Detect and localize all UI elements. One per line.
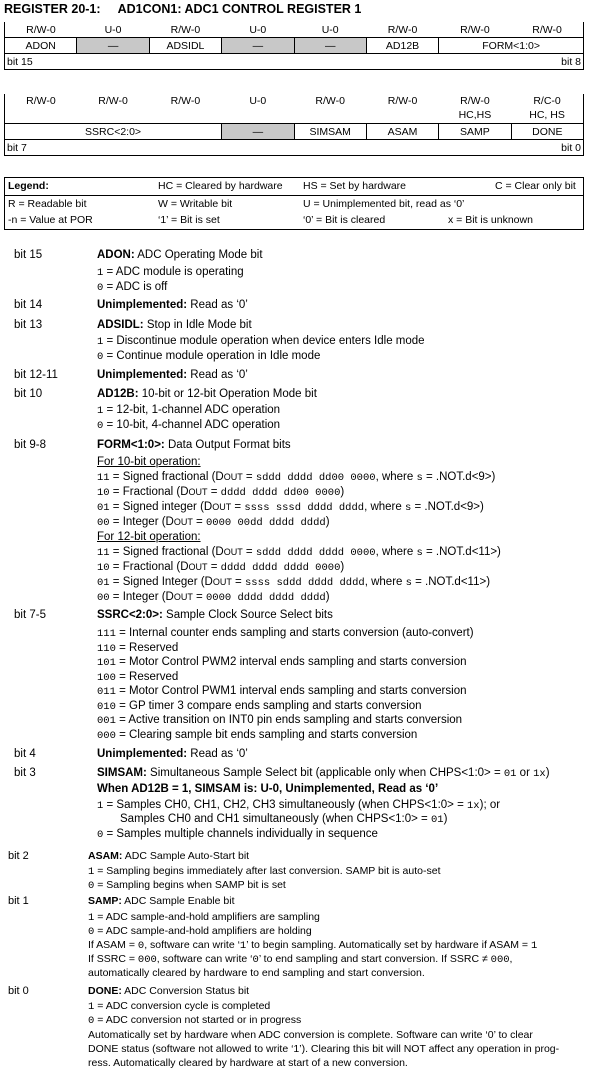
- code: s: [405, 577, 412, 589]
- text: Samples CH0 and CH1 simultaneously (when CHPS<1:0> =: [120, 813, 431, 825]
- bit-value: 0: [97, 282, 104, 294]
- bit-value-text: = 12-bit, 1-channel ADC operation: [103, 404, 281, 416]
- legend-zero: ‘0’ = Bit is cleared: [303, 214, 386, 226]
- code: 000: [97, 729, 116, 742]
- text: = Signed integer (D: [109, 501, 213, 513]
- text: , where: [375, 546, 417, 558]
- bit-name-cell: DONE: [511, 124, 583, 140]
- code: 010: [97, 700, 116, 713]
- bit-label: bit 2: [8, 850, 29, 862]
- bit-label: bit 7-5: [14, 609, 46, 621]
- bit-value-text: = ADC conversion not started or in progress: [94, 1014, 302, 1026]
- bit-field-desc: ADC Conversion Status bit: [121, 985, 250, 997]
- code: 111: [97, 628, 116, 640]
- legend-one: ‘1’ = Bit is set: [158, 214, 220, 226]
- subheading-10bit: For 10-bit operation:: [97, 456, 201, 468]
- text: = Fractional (D: [109, 486, 189, 498]
- legend-c: C = Clear only bit: [495, 180, 576, 192]
- bit-field-desc: Sample Clock Source Select bits: [162, 609, 333, 621]
- register-number: REGISTER 20-1:: [4, 2, 101, 16]
- text: If ASAM =: [88, 939, 138, 951]
- text: ): [545, 767, 550, 779]
- bit-value: 0: [97, 420, 104, 432]
- list-item: [97, 516, 330, 529]
- code: dddd dddd dd00 0000: [220, 487, 341, 499]
- text: = Clearing sample bit ends sampling and starts conversion: [115, 728, 418, 741]
- bit-field-name: DONE:: [88, 985, 122, 997]
- bit-field-name: ADON:: [97, 249, 135, 261]
- code: 10: [97, 562, 110, 574]
- bit-value: 1: [88, 1001, 95, 1013]
- bit-name-cell: SIMSAM: [294, 124, 366, 140]
- code: 0000 00dd dddd dddd: [205, 517, 326, 529]
- bit-name-cell: —: [222, 124, 294, 140]
- bit-value-text: = ADC module is operating: [103, 266, 244, 278]
- register-title: [4, 2, 375, 16]
- text: = .NOT.d<11>): [411, 576, 491, 588]
- access-cell: U-0: [77, 22, 149, 38]
- list-item: [97, 627, 474, 640]
- legend-u: U = Unimplemented bit, read as ‘0’: [303, 197, 465, 210]
- text: ,: [509, 953, 513, 965]
- list-item: [97, 591, 330, 604]
- bit-label: bit 14: [14, 299, 43, 311]
- bit-value-text: = Sampling begins immediately after last conversion. SAMP bit is auto-set: [94, 865, 441, 877]
- legend-box: [4, 177, 584, 230]
- access-cell: R/W-0: [511, 22, 583, 38]
- bit-value-text: = ADC sample-and-hold amplifiers are holding: [94, 925, 312, 937]
- code: 1: [530, 940, 538, 952]
- text: If SSRC =: [88, 953, 138, 965]
- bit-name-cell: SSRC<2:0>: [5, 124, 222, 140]
- access-row-upper: [5, 22, 584, 38]
- code: 11: [97, 472, 110, 484]
- code: s: [416, 547, 423, 559]
- subscript: OUT: [223, 472, 243, 482]
- bit-name-cell: —: [77, 38, 149, 54]
- code: 100: [97, 671, 116, 684]
- list-item: [97, 700, 422, 713]
- bit-value: 0: [97, 829, 104, 841]
- bit-label: bit 13: [14, 319, 43, 331]
- access-cell: R/W-0: [5, 94, 77, 124]
- code: sddd dddd dd00 0000: [255, 472, 376, 484]
- bit-field-desc: 10-bit or 12-bit Operation Mode bit: [138, 388, 317, 400]
- legend-w: W = Writable bit: [158, 197, 233, 210]
- text: = GP timer 3 compare ends sampling and starts conversion: [115, 699, 422, 712]
- code: 11: [97, 547, 110, 559]
- bit-field-desc: Read as ‘0’: [187, 369, 248, 381]
- bit-field-name: Unimplemented:: [97, 299, 188, 311]
- code: 0: [252, 954, 259, 966]
- text: DONE status (software not allowed to write ‘1’). Clearing this bit will NOT affect any operation in prog-: [88, 1043, 560, 1055]
- bit-label: bit 0: [8, 985, 29, 997]
- list-item: [97, 729, 417, 742]
- bit-value: 0: [88, 1015, 95, 1027]
- bit-field-name: SSRC<2:0>:: [97, 609, 163, 621]
- bit-label: bit 15: [14, 249, 43, 261]
- register-name: AD1CON1: ADC1 CONTROL REGISTER 1: [117, 2, 362, 16]
- code: 01: [430, 814, 444, 826]
- text: ): [340, 486, 345, 498]
- bit-value: 1: [97, 336, 104, 348]
- text: , where: [364, 501, 405, 513]
- bit-field-name: ASAM:: [88, 850, 123, 862]
- bit-value-text: = Sampling begins when SAMP bit is set: [94, 879, 286, 891]
- list-item: [97, 671, 178, 684]
- text: = Samples CH0, CH1, CH2, CH3 simultaneously (when CHPS<1:0> =: [103, 799, 467, 811]
- bit-value: 1: [88, 866, 95, 878]
- text: = Reserved: [115, 670, 179, 683]
- text: = Active transition on INT0 pin ends sampling and starts conversion: [115, 714, 463, 726]
- text: =: [207, 486, 221, 498]
- text: ress. Automatically cleared by hardware at start of a new conversion.: [88, 1057, 408, 1069]
- text: , software can write ‘: [156, 953, 253, 965]
- access-cell: R/W-0: [294, 94, 366, 124]
- text: ): [325, 591, 330, 603]
- list-item: [97, 714, 462, 727]
- code: s: [416, 472, 423, 484]
- text: = Motor Control PWM2 interval ends sampling and starts conversion: [115, 656, 467, 668]
- text: , where: [364, 576, 406, 588]
- legend-hc: HC = Cleared by hardware: [158, 180, 283, 192]
- bitname-row-lower: [5, 124, 584, 140]
- code: 00: [97, 517, 110, 529]
- text: or: [516, 767, 534, 779]
- list-item: [97, 576, 490, 589]
- code: 101: [97, 657, 116, 669]
- text: ); or: [479, 799, 501, 811]
- code: ssss sddd dddd dddd: [244, 577, 365, 589]
- code: 000: [137, 954, 157, 966]
- bit-field-desc: ADC Sample Auto-Start bit: [122, 850, 250, 862]
- code: 01: [97, 577, 110, 589]
- bit-label: bit 3: [14, 767, 36, 779]
- text: , software can write ‘: [144, 939, 240, 951]
- text: = Fractional (D: [109, 561, 189, 573]
- access-cell: R/W-0: [366, 22, 438, 38]
- bit-value: 1: [88, 912, 95, 924]
- bit-value: 1: [97, 800, 104, 812]
- bit-name-cell: FORM<1:0>: [439, 38, 584, 54]
- bit-field-desc: Read as ‘0’: [187, 299, 248, 311]
- bit-value-text: = 10-bit, 4-channel ADC operation: [103, 419, 281, 431]
- text: = Motor Control PWM1 interval ends sampling and starts conversion: [115, 685, 467, 697]
- bit-name-cell: —: [222, 38, 294, 54]
- register-upper-table: [4, 22, 584, 70]
- code: 1x: [533, 768, 546, 780]
- code: 011: [97, 686, 116, 698]
- access-cell: R/W-0: [149, 94, 221, 124]
- bit-right: bit 8: [561, 55, 581, 68]
- text: = Integer (D: [109, 516, 174, 528]
- bit-label: bit 4: [14, 748, 36, 760]
- code: 001: [97, 715, 116, 727]
- register-lower-table: [4, 94, 584, 156]
- bit-value-text: = Continue module operation in Idle mode: [103, 350, 321, 362]
- bit-range-row-upper: [5, 54, 584, 70]
- text: = Signed fractional (D: [109, 471, 224, 483]
- text: =: [207, 561, 221, 573]
- bit-name-cell: ADON: [5, 38, 77, 54]
- bit-name-cell: ASAM: [366, 124, 438, 140]
- access-cell: R/C-0 HC, HS: [511, 94, 583, 124]
- code: ssss sssd dddd dddd: [244, 502, 365, 514]
- bit-label: bit 1: [8, 895, 29, 907]
- code: dddd dddd dddd 0000: [220, 562, 341, 574]
- bit-value-text: = Samples multiple channels individually in sequence: [103, 828, 378, 840]
- bit-name-cell: ADSIDL: [149, 38, 221, 54]
- bit-value: 0: [88, 926, 95, 938]
- text: , where: [375, 471, 417, 483]
- text: = .NOT.d<11>): [422, 546, 501, 558]
- bit-field-desc: Stop in Idle Mode bit: [143, 319, 252, 331]
- bit-value: 1: [97, 405, 104, 417]
- bit-field-desc: ADC Sample Enable bit: [121, 895, 235, 907]
- list-item: [97, 642, 178, 655]
- code: 1x: [467, 800, 480, 812]
- list-item: [97, 656, 467, 669]
- code: 01: [503, 768, 517, 780]
- text: = Signed Integer (D: [109, 576, 213, 588]
- legend-hs: HS = Set by hardware: [303, 180, 407, 192]
- code: 000: [490, 954, 510, 966]
- bit-field-desc: Read as ‘0’: [187, 748, 248, 760]
- subscript: OUT: [188, 562, 208, 572]
- bit-value-text: = ADC is off: [103, 281, 168, 293]
- bit-name-cell: —: [294, 38, 366, 54]
- text: = Internal counter ends sampling and starts conversion (auto-convert): [115, 627, 474, 639]
- legend-x: x = Bit is unknown: [448, 214, 533, 226]
- subscript: OUT: [212, 577, 232, 587]
- access-cell: U-0: [222, 94, 294, 124]
- legend-title: Legend:: [8, 180, 49, 192]
- bit-field-name: ADSIDL:: [97, 319, 144, 331]
- code: s: [404, 502, 412, 514]
- code: 0: [137, 940, 145, 952]
- bit-field-name: Unimplemented:: [97, 369, 188, 381]
- list-item: [97, 486, 344, 499]
- code: 10: [97, 487, 110, 499]
- text: = .NOT.d<9>): [422, 471, 496, 483]
- subscript: OUT: [212, 502, 232, 512]
- subscript: OUT: [173, 517, 193, 527]
- code: 00: [97, 592, 110, 604]
- text: = Integer (D: [109, 591, 174, 603]
- bit-label: bit 9-8: [14, 439, 46, 451]
- access-cell: R/W-0: [77, 94, 149, 124]
- bit-value: 0: [88, 880, 95, 892]
- bit-label: bit 12-11: [14, 369, 58, 381]
- bit-range-row-lower: [5, 140, 584, 156]
- subheading-12bit: For 12-bit operation:: [97, 531, 201, 543]
- access-cell: R/W-0: [5, 22, 77, 38]
- list-item: [97, 501, 484, 514]
- bit-field-desc: Data Output Format bits: [164, 439, 291, 451]
- access-row-lower: [5, 94, 584, 124]
- bit-value-text: = ADC conversion cycle is completed: [94, 1000, 271, 1012]
- text: =: [192, 516, 206, 528]
- text: = Reserved: [115, 641, 179, 654]
- text: ): [325, 516, 330, 528]
- subscript: OUT: [188, 487, 208, 497]
- text: ): [443, 813, 448, 825]
- text: ’ to begin sampling. Automatically set by hardware if ASAM =: [246, 939, 531, 951]
- access-cell: U-0: [294, 22, 366, 38]
- legend-r: R = Readable bit: [8, 197, 87, 210]
- text: automatically cleared by hardware to end sampling and start conversion.: [88, 967, 425, 979]
- bitname-row-upper: [5, 38, 584, 54]
- text: Automatically set by hardware when ADC conversion is complete. Software can write ‘0’ to clear: [88, 1029, 533, 1041]
- bit-field-desc: ADC Operating Mode bit: [134, 249, 263, 261]
- list-item: [97, 561, 344, 574]
- code: sddd dddd dddd 0000: [255, 547, 376, 559]
- bit-name-cell: SAMP: [439, 124, 511, 140]
- text: =: [231, 501, 245, 513]
- bit-value-text: = ADC sample-and-hold amplifiers are sampling: [94, 911, 320, 923]
- bit-field-name: FORM<1:0>:: [97, 439, 165, 451]
- list-item: [97, 546, 501, 559]
- simsam-note: When AD12B = 1, SIMSAM is: U-0, Unimplemented, Read as ‘0’: [97, 783, 439, 795]
- bit-label: bit 10: [14, 388, 43, 400]
- bit-field-name: SIMSAM:: [97, 767, 147, 779]
- text: = .NOT.d<9>): [411, 501, 484, 513]
- access-cell: R/W-0 HC,HS: [439, 94, 511, 124]
- list-item: [97, 685, 467, 698]
- bit-left: bit 15: [7, 55, 33, 68]
- bit-value: 0: [97, 351, 104, 363]
- access-cell: R/W-0: [439, 22, 511, 38]
- text: =: [242, 546, 256, 558]
- text: = Signed fractional (D: [109, 546, 224, 558]
- code: 1: [239, 940, 247, 952]
- text: =: [192, 591, 206, 603]
- access-cell: U-0: [222, 22, 294, 38]
- bit-value: 1: [97, 267, 104, 279]
- code: 01: [97, 502, 110, 514]
- bit-field-desc: Simultaneous Sample Select bit (applicable only when CHPS<1:0> =: [146, 767, 504, 779]
- bit-left: bit 7: [7, 141, 27, 154]
- legend-n: -n = Value at POR: [8, 214, 93, 226]
- code: 110: [97, 642, 116, 655]
- bit-field-name: AD12B:: [97, 388, 139, 400]
- bit-value-text: = Discontinue module operation when device enters Idle mode: [103, 335, 425, 347]
- access-cell: R/W-0: [149, 22, 221, 38]
- bit-right: bit 0: [561, 141, 581, 154]
- text: =: [242, 471, 256, 483]
- text: =: [231, 576, 245, 588]
- subscript: OUT: [173, 592, 193, 602]
- text: ’ to end sampling and start conversion. If SSRC ≠: [258, 953, 491, 965]
- list-item: [97, 471, 495, 484]
- subscript: OUT: [223, 547, 243, 557]
- code: 0000 dddd dddd dddd: [205, 592, 326, 604]
- bit-field-name: Unimplemented:: [97, 748, 188, 760]
- access-cell: R/W-0: [366, 94, 438, 124]
- text: ): [340, 561, 345, 573]
- bit-field-name: SAMP:: [88, 895, 122, 907]
- bit-name-cell: AD12B: [366, 38, 438, 54]
